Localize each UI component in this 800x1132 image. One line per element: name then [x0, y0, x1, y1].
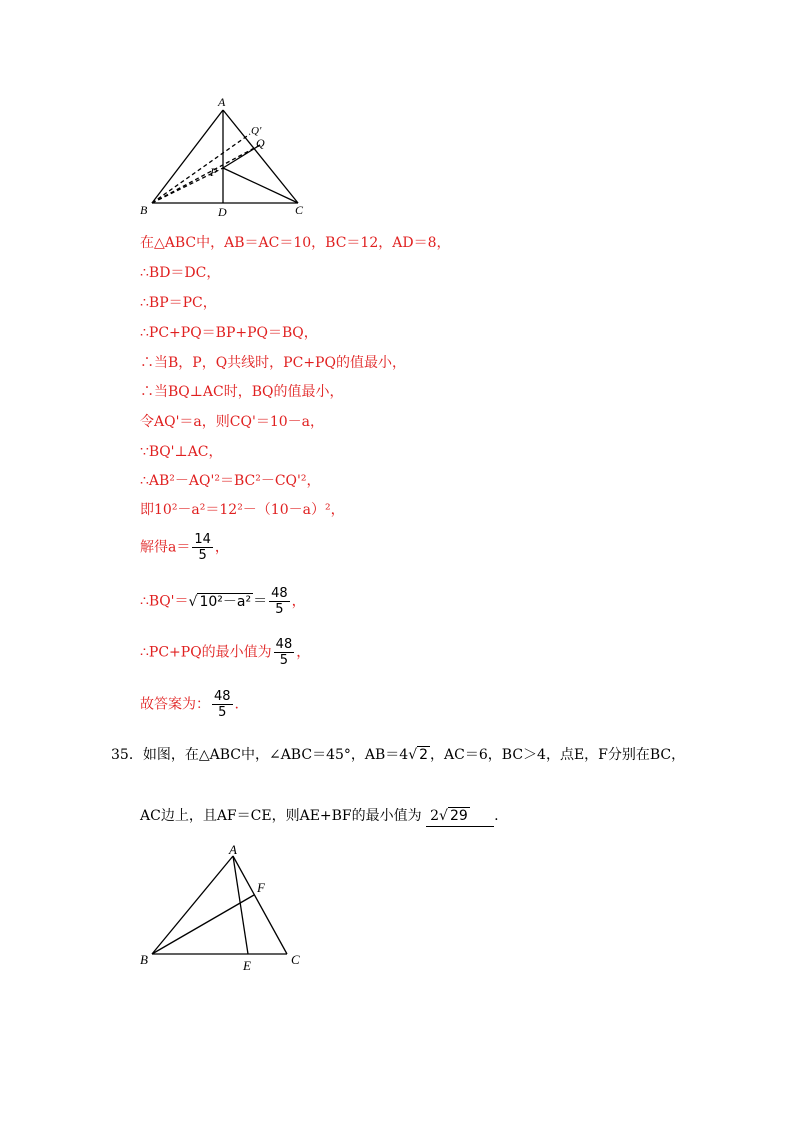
label-q-prime: Q'	[251, 125, 262, 137]
solution-line-14: 故答案为： $\frac{48}{5}$ .	[140, 689, 239, 720]
label-b: B	[140, 952, 148, 967]
solution-line-1: 在△ABC中，AB＝AC＝10，BC＝12，AD＝8，	[140, 235, 451, 251]
solution-line-8: ∵BQ'⊥AC，	[140, 444, 223, 460]
triangle-figure-1	[130, 90, 320, 225]
solution-line-2: ∴BD＝DC，	[140, 265, 221, 281]
solution-line-12: ∴BQ'＝√ 10²－a² ＝ $\frac{48}{5}$ ，	[140, 586, 306, 617]
label-a: A	[229, 842, 237, 857]
triangle-figure-2	[130, 838, 330, 978]
edge-ab	[152, 856, 233, 954]
label-b: B	[140, 203, 148, 217]
solution-line-3: ∴BP＝PC，	[140, 295, 217, 311]
label-a: A	[218, 95, 226, 109]
solution-line-11: 解得a＝ $\frac{14}{5}$ ，	[140, 532, 229, 563]
solution-line-9: ∴AB²－AQ'²＝BC²－CQ'²，	[140, 473, 321, 489]
dashed-bq-prime	[152, 134, 250, 203]
sqrt-answer: √ 29	[439, 808, 468, 824]
fraction-a: $\frac{14}{5}$	[194, 532, 211, 563]
label-c: C	[295, 203, 304, 217]
solution-line-10: 即10²－a²＝12²－（10－a）²，	[140, 502, 345, 518]
label-q: Q	[256, 136, 265, 150]
solution-line-4: ∴PC+PQ＝BP+PQ＝BQ，	[140, 325, 318, 341]
solution-line-7: 令AQ'＝a，则CQ'＝10－a，	[140, 414, 324, 430]
edge-ab	[152, 110, 223, 203]
segment-bf	[152, 895, 254, 954]
solve-a-prefix: 解得a＝	[140, 539, 191, 556]
fraction-min: $\frac{48}{5}$	[275, 637, 293, 668]
solution-line-5: ∴当B，P，Q共线时，PC+PQ的值最小，	[140, 355, 406, 371]
label-p: P	[210, 165, 218, 179]
label-e: E	[243, 958, 251, 973]
label-d: D	[218, 205, 227, 219]
question-number: 35．	[111, 747, 143, 763]
question-35-line-2: AC边上，且AF＝CE，则AE+BF的最小值为 2√ 29 .	[140, 806, 499, 827]
segment-pc	[223, 168, 298, 203]
sqrt-expression: √ 10²－a²	[188, 593, 252, 610]
label-c: C	[291, 952, 300, 967]
fraction-answer: $\frac{48}{5}$	[214, 689, 231, 720]
solution-line-13: ∴PC+PQ的最小值为 $\frac{48}{5}$ ，	[140, 637, 311, 668]
answer-blank: 2√ 29	[426, 806, 494, 827]
sqrt-ab: √ 2	[408, 747, 429, 763]
fraction-bq: $\frac{48}{5}$	[271, 586, 288, 617]
edge-ac	[223, 110, 298, 203]
solution-line-6: ∴当BQ⊥AC时，BQ的值最小，	[140, 384, 344, 400]
dashed-bq	[152, 145, 260, 203]
question-35-line-1: 35．如图，在△ABC中，∠ABC＝45°，AB＝4√ 2 ，AC＝6，BC＞4，点E，F分别在BC，	[111, 747, 686, 763]
label-f: F	[257, 880, 265, 895]
